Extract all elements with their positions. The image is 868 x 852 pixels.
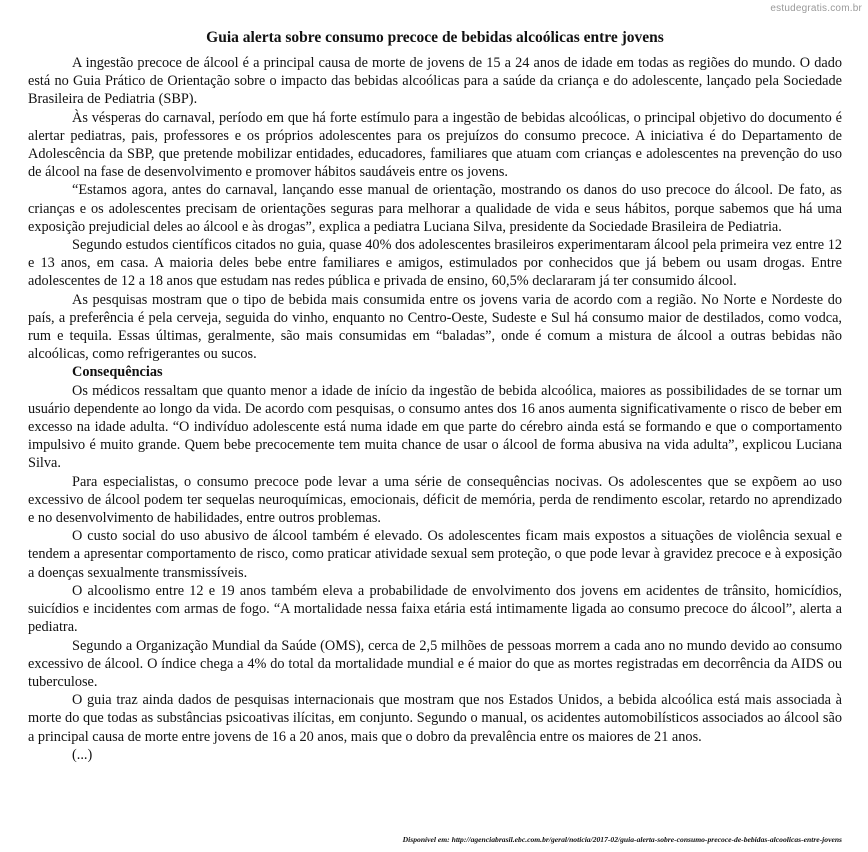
paragraph: A ingestão precoce de álcool é a principal causa de morte de jovens de 15 a 24 anos de idade em todas as regiões do mundo. O dado está no Guia Prático de Orientação sobre o impacto das bebidas alcoólicas para a saúde da criança e do adolescente, lançado pela Sociedade Brasileira de Pediatria (SBP). [28,55,842,108]
paragraph: O guia traz ainda dados de pesquisas internacionais que mostram que nos Estados Unidos, a bebida alcoólica está mais associada à morte do que todas as substâncias psicoativas ilícitas, em conjunto. Segundo o manual, os acidentes automobilísticos associados ao álcool são a principal causa de morte entre jovens de 16 a 20 anos, mais que o dobro da prevalência entre os maiores de 21 anos. [28,692,842,745]
article-title: Guia alerta sobre consumo precoce de bebidas alcoólicas entre jovens [206,29,664,46]
source-citation: Disponível em: http://agenciabrasil.ebc.com.br/geral/noticia/2017-02/guia-alerta-sobre-consumo-precoce-de-bebidas-alcoolicas-entre-jovens [402,835,842,844]
paragraph: O custo social do uso abusivo de álcool também é elevado. Os adolescentes ficam mais expostos a situações de violência sexual e tendem a apresentar comportamento de risco, como praticar atividade sexual sem proteção, o que pode levar à gravidez precoce e à exposição a doenças sexualmente transmissíveis. [28,528,842,581]
section-heading: Consequências [72,364,163,381]
paragraph: Às vésperas do carnaval, período em que há forte estímulo para a ingestão de bebidas alcoólicas, o principal objetivo do documento é alertar pediatras, pais, professores e os próprios adolescentes para os prejuízos do consumo precoce. A iniciativa é do Departamento de Adolescência da SBP, que pretende mobilizar entidades, educadores, familiares que atuam com crianças e adolescentes na prevenção do uso de álcool na fase de desenvolvimento e promover hábitos saudáveis entre os jovens. [28,109,842,181]
paragraph: As pesquisas mostram que o tipo de bebida mais consumida entre os jovens varia de acordo com a região. No Norte e Nordeste do país, a preferência é pela cerveja, seguida do vinho, enquanto no Centro-Oeste, Sudeste e Sul há consumo maior de destilados, como vodca, rum e tequila. Essas últimas, geralmente, são mais consumidas em “baladas”, onde é comum a mistura de álcool a outras bebidas não alcoólicas, como refrigerantes ou sucos. [28,291,842,363]
paragraph: Segundo a Organização Mundial da Saúde (OMS), cerca de 2,5 milhões de pessoas morrem a cada ano no mundo devido ao consumo excessivo de álcool. O índice chega a 4% do total da mortalidade mundial e é maior do que as mortes registradas em decorrência da AIDS ou tuberculose. [28,637,842,690]
ellipsis: (...) [72,746,93,763]
site-watermark: estudegratis.com.br [770,3,862,14]
article-body [28,54,842,764]
paragraph: Para especialistas, o consumo precoce pode levar a uma série de consequências nocivas. Os adolescentes que se expõem ao uso excessivo de álcool podem ter sequelas neuroquímicas, emocionais, déficit de memória, perda de rendimento escolar, retardo no aprendizado e no desenvolvimento de habilidades, entre outros problemas. [28,473,842,527]
paragraph: Os médicos ressaltam que quanto menor a idade de início da ingestão de bebida alcoólica, maiores as possibilidades de se tornar um usuário dependente ao longo da vida. De acordo com pesquisas, o consumo antes dos 16 anos aumenta significativamente o risco de beber em excesso na idade adulta. “O indivíduo adolescente está numa idade em que parte do cérebro ainda está se formando e que o comportamento impulsivo é muito grande. Quem bebe precocemente tem muita chance de usar o álcool de forma abusiva na vida adulta”, explicou Luciana Silva. [28,382,842,472]
paragraph: Segundo estudos científicos citados no guia, quase 40% dos adolescentes brasileiros experimentaram álcool pela primeira vez entre 12 e 13 anos, em casa. A maioria deles bebe entre familiares e amigos, estimulados por conhecidos que já bebem ou usam drogas. Entre adolescentes de 12 a 18 anos que estudam nas redes pública e privada de ensino, 60,5% declararam já ter consumido álcool. [28,237,842,290]
paragraph: “Estamos agora, antes do carnaval, lançando esse manual de orientação, mostrando os danos do uso precoce do álcool. De fato, as crianças e os adolescentes precisam de orientações seguras para melhorar a qualidade de vida e seus hábitos, porque sabemos que há uma exposição prejudicial deles ao álcool e às drogas”, explica a pediatra Luciana Silva, presidente da Sociedade Brasileira de Pediatria. [28,182,842,235]
paragraph: O alcoolismo entre 12 e 19 anos também eleva a probabilidade de envolvimento dos jovens em acidentes de trânsito, homicídios, suicídios e incidentes com armas de fogo. “A mortalidade nessa faixa etária está intimamente ligada ao consumo precoce do álcool”, alerta a pediatra. [28,582,842,636]
